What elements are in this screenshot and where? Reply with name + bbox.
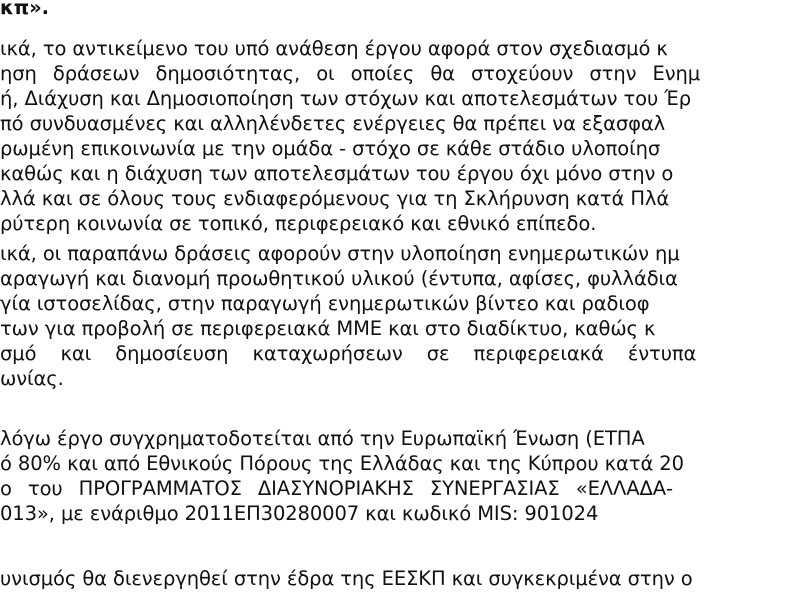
paragraph-line: καθώς και η διάχυση των αποτελεσμάτων του έργου όχι μόνο στην ο [0, 162, 674, 185]
paragraph-line: ρωμένη επικοινωνία με την ομάδα - στόχο σε κάθε στάδιο υλοποίησ [0, 137, 661, 160]
paragraph-line: ή, Διάχυση και Δημοσιοποίηση των στόχων και αποτελεσμάτων του Έρ [0, 87, 691, 110]
paragraph-line: ικά, οι παραπάνω δράσεις αφορούν στην υλοποίηση ενημερωτικών ημ [0, 242, 680, 265]
paragraph-line: ό 80% και από Εθνικούς Πόρους της Ελλάδας και της Κύπρου κατά 20 [0, 452, 684, 475]
paragraph-line: γία ιστοσελίδας, στην παραγωγή ενημερωτικών βίντεο και ραδιοφ [0, 292, 650, 315]
paragraph-line: ο του ΠΡΟΓΡΑΜΜΑΤΟΣ ΔΙΑΣΥΝΟΡΙΑΚΗΣ ΣΥΝΕΡΓΑΣΙΑΣ «ΕΛΛΑΔΑ- [0, 477, 673, 500]
paragraph-line: 013», με ενάριθμο 2011ΕΠ30280007 και κωδικό MIS: 901024 [0, 502, 599, 525]
paragraph-line: πό συνδυασμένες και αλληλένδετες ενέργειες θα πρέπει να εξασφαλ [0, 112, 666, 135]
paragraph-line: σμό και δημοσίευση καταχωρήσεων σε περιφερειακά έντυπα [0, 342, 697, 365]
paragraph-line: ηση δράσεων δημοσιότητας, οι οποίες θα στοχεύουν στην Ενημ [0, 62, 701, 85]
paragraph-line: λόγω έργο συγχρηματοδοτείται από την Ευρωπαϊκή Ένωση (ΕΤΠΑ [0, 427, 645, 450]
paragraph-line: ρύτερη κοινωνία σε τοπικό, περιφερειακό και εθνικό επίπεδο. [0, 212, 597, 235]
paragraph-line: υνισμός θα διενεργηθεί στην έδρα της ΕΕΣΚΠ και συγκεκριμένα στην ο [0, 567, 693, 590]
paragraph-line: ωνίας. [0, 367, 64, 390]
paragraph-line: ικά, το αντικείμενο του υπό ανάθεση έργου αφορά στον σχεδιασμό κ [0, 37, 668, 60]
paragraph-line: λλά και σε όλους τους ενδιαφερόμενους για τη Σκλήρυνση κατά Πλά [0, 187, 670, 210]
paragraph-line: των για προβολή σε περιφερειακά ΜΜΕ και στο διαδίκτυο, καθώς κ [0, 317, 656, 340]
paragraph-line: αραγωγή και διανομή προωθητικού υλικού (έντυπα, αφίσες, φυλλάδια [0, 267, 678, 290]
document-header: κπ». [0, 0, 49, 19]
